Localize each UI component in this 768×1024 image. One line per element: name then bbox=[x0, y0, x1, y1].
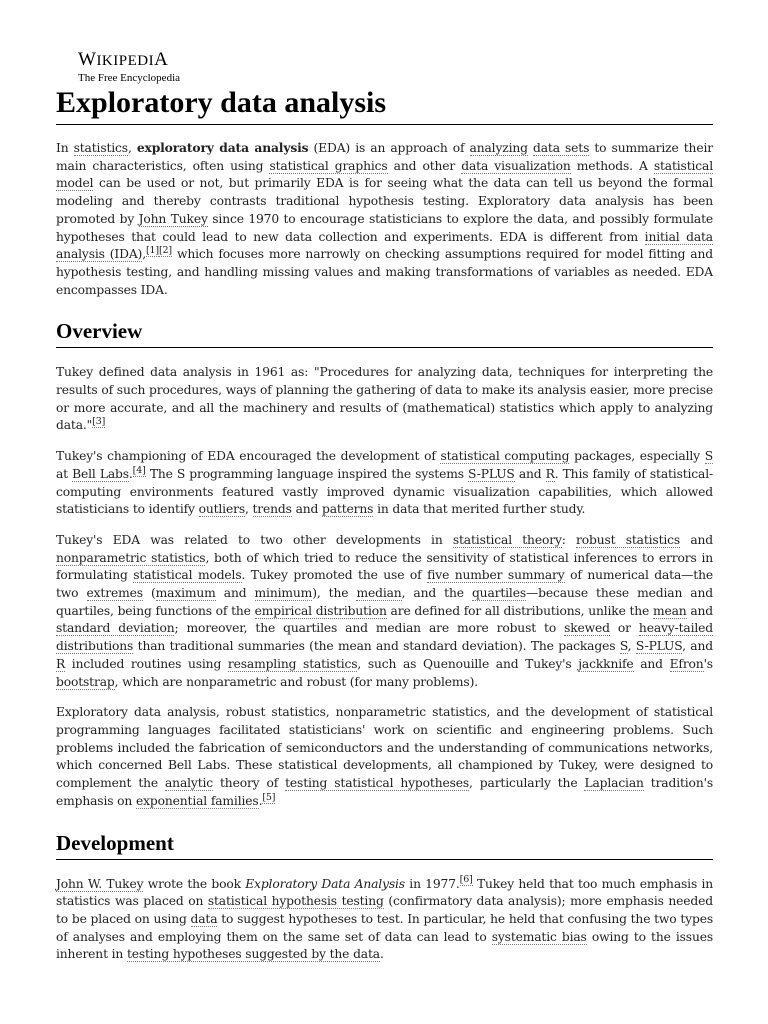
bold-term: exploratory data analysis bbox=[136, 140, 309, 155]
citation-6[interactable] bbox=[460, 874, 473, 886]
text-run: . This family of statistical-computing environments featured vastly improved dynamic visualization capabilities, which allowed statisticians to identify bbox=[56, 466, 714, 517]
citation-1[interactable] bbox=[146, 245, 159, 257]
link-s[interactable]: S bbox=[619, 639, 628, 654]
section-heading-development: Development bbox=[56, 830, 713, 860]
text-run: packages, especially bbox=[569, 449, 705, 464]
text-run: included routines using bbox=[65, 656, 228, 671]
link-outliers[interactable]: outliers bbox=[198, 502, 245, 517]
text-run: since 1970 to encourage statisticians to explore the data, and possibly formulate hypotheses that could lead to new data collection and experiments. EDA is different from bbox=[56, 211, 713, 244]
text-run: and bbox=[633, 656, 670, 671]
text-run: which focuses more narrowly on checking assumptions required for model fitting and hypothesis testing, and handling missing values and making transformations of variables as needed. EDA encompasses IDA. bbox=[56, 247, 713, 297]
link-skewed[interactable]: skewed bbox=[564, 621, 610, 636]
article-body bbox=[56, 139, 713, 977]
book-title: Exploratory Data Analysis bbox=[245, 876, 405, 891]
citation-4[interactable] bbox=[133, 465, 146, 477]
text-run: ; moreover, the quartiles and median are more robust to bbox=[174, 621, 565, 636]
link-extremes[interactable]: extremes bbox=[86, 586, 143, 601]
link-mean[interactable]: mean bbox=[652, 603, 687, 618]
text-run: at bbox=[56, 466, 73, 481]
text-run: can be used or not, but primarily EDA is for seeing what the data can tell us beyond the formal modeling and thereby contrasts traditional hypothesis testing. Exploratory data analysis has been promoted by bbox=[56, 176, 713, 226]
citation-3[interactable] bbox=[92, 416, 105, 428]
text-run: and bbox=[514, 466, 546, 481]
link-robust-statistics[interactable]: robust statistics bbox=[576, 532, 681, 547]
link-heavy-tailed-distributions[interactable]: heavy-tailed distributions bbox=[56, 621, 713, 654]
link-median[interactable]: median bbox=[356, 586, 402, 601]
citation-link[interactable]: [1] bbox=[145, 245, 159, 256]
text-run: , bbox=[244, 502, 253, 517]
text-run: than traditional summaries (the mean and standard deviation). The packages bbox=[133, 639, 620, 654]
wikipedia-logo[interactable] bbox=[78, 50, 218, 85]
text-run: and bbox=[686, 603, 714, 618]
paragraph bbox=[56, 876, 713, 965]
intro-paragraph bbox=[56, 139, 713, 299]
paragraph bbox=[56, 364, 713, 435]
citation-link[interactable]: [4] bbox=[132, 464, 146, 476]
link-statistical-graphics[interactable]: statistical graphics bbox=[269, 158, 388, 173]
link-statistical-hypothesis-testing[interactable]: statistical hypothesis testing bbox=[207, 894, 384, 909]
link-maximum[interactable]: maximum bbox=[155, 586, 216, 601]
citation-link[interactable]: [3] bbox=[92, 416, 106, 428]
text-run: . bbox=[379, 947, 384, 962]
text-run: Tukey held that too much emphasis in statistics was placed on bbox=[56, 876, 713, 909]
text-run: Tukey's championing of EDA encouraged the development of bbox=[56, 449, 441, 464]
link-five-number-summary[interactable]: five number summary bbox=[427, 568, 565, 583]
text-run: . bbox=[128, 466, 133, 481]
link-laplacian[interactable]: Laplacian bbox=[584, 776, 644, 791]
link-systematic-bias[interactable]: systematic bias bbox=[491, 929, 587, 944]
text-run: Tukey's EDA was related to two other developments in bbox=[56, 532, 453, 547]
text-run: , which are nonparametric and robust (for many problems). bbox=[114, 674, 478, 689]
link-testing-hypotheses-suggested-by-the-data[interactable]: testing hypotheses suggested by the data bbox=[126, 947, 380, 962]
text-run: : bbox=[561, 532, 577, 547]
text-run: tradition's emphasis on bbox=[56, 776, 713, 808]
section-heading-overview: Overview bbox=[56, 318, 713, 348]
logo-tagline: The Free Encyclopedia bbox=[78, 72, 181, 84]
text-run: , particularly the bbox=[469, 776, 585, 791]
text-run: . bbox=[258, 793, 263, 808]
link-minimum[interactable]: minimum bbox=[254, 586, 313, 601]
text-run: , and bbox=[682, 639, 713, 654]
text-run: wrote the book bbox=[143, 876, 246, 891]
text-run: Tukey defined data analysis in 1961 as: "Procedures for analyzing data, techniques for interpreting the results of such procedures, ways of planning the gathering of data to make its analysis easier, more precise or more accurate, and all the machinery and results of (mathematical) statistics which apply to analyzing data." bbox=[56, 365, 713, 433]
logo-wordmark-text: WIKIPEDIA bbox=[78, 49, 169, 70]
text-run: of numerical data—the two bbox=[56, 568, 713, 601]
citation-link[interactable]: [2] bbox=[158, 245, 172, 256]
text-run: Exploratory data analysis, robust statistics, nonparametric statistics, and the development of statistical programming languages facilitated statisticians' work on scientific and engineering problems. Such problems included the fabrication of semiconductors and the understanding of communications networks, which concerned Bell Labs. These statistical developments, all championed by Tukey, were designed to complement the bbox=[56, 705, 713, 791]
paragraph bbox=[56, 704, 713, 810]
text-run: are defined for all distributions, unlike the bbox=[386, 603, 653, 618]
text-run: or bbox=[609, 621, 639, 636]
page-title: Exploratory data analysis bbox=[56, 84, 713, 125]
link-resampling-statistics[interactable]: resampling statistics bbox=[227, 656, 358, 671]
link-bell-labs[interactable]: Bell Labs bbox=[72, 466, 129, 481]
link-bootstrap[interactable]: bootstrap bbox=[56, 674, 115, 689]
link-statistical-models[interactable]: statistical models bbox=[133, 568, 242, 583]
paragraph bbox=[56, 448, 713, 519]
text-run: ( bbox=[142, 586, 156, 601]
link-testing-statistical-hypotheses[interactable]: testing statistical hypotheses bbox=[285, 776, 470, 791]
link-trends[interactable]: trends bbox=[252, 502, 292, 517]
text-run: , both of which tried to reduce the sensitivity of statistical inferences to errors in formulating bbox=[56, 550, 714, 583]
link-jackknife[interactable]: jackknife bbox=[578, 656, 634, 671]
text-run: , bbox=[627, 639, 636, 654]
text-run: theory of bbox=[213, 776, 286, 791]
link-r[interactable]: R bbox=[56, 656, 66, 671]
text-run: methods. A bbox=[570, 158, 654, 173]
text-run: —because these median and quartiles, being functions of the bbox=[56, 586, 713, 618]
link-s[interactable]: S bbox=[704, 449, 713, 464]
text-run: and bbox=[291, 502, 323, 517]
citation-5[interactable] bbox=[262, 792, 275, 804]
text-run: and bbox=[215, 586, 255, 601]
text-run: , bbox=[142, 247, 146, 262]
link-s-plus[interactable]: S-PLUS bbox=[635, 639, 683, 654]
link-statistical-computing[interactable]: statistical computing bbox=[440, 449, 570, 464]
text-run: ), the bbox=[312, 586, 357, 601]
text-run: in 1977. bbox=[404, 876, 460, 891]
link-data[interactable]: data bbox=[190, 911, 218, 926]
link-john-tukey[interactable]: John Tukey bbox=[138, 211, 208, 226]
citation-2[interactable] bbox=[159, 245, 172, 257]
link-nonparametric-statistics[interactable]: nonparametric statistics bbox=[56, 550, 206, 565]
link-analytic[interactable]: analytic bbox=[165, 776, 214, 791]
citation-link[interactable]: [5] bbox=[262, 791, 276, 803]
text-run: and bbox=[680, 532, 714, 547]
text-run: The S programming language inspired the systems bbox=[145, 466, 468, 481]
link-data-visualization[interactable]: data visualization bbox=[461, 158, 571, 173]
text-run: and other bbox=[387, 158, 462, 173]
link-r[interactable]: R bbox=[545, 466, 555, 481]
paragraph bbox=[56, 532, 713, 691]
text-run: (confirmatory data analysis); more emphasis needed to be placed on using bbox=[56, 894, 713, 926]
text-run: to summarize their main characteristics, often using bbox=[56, 141, 713, 173]
text-run: owing to the issues inherent in bbox=[56, 929, 713, 962]
link-standard-deviation[interactable]: standard deviation bbox=[56, 621, 175, 636]
link-s-plus[interactable]: S-PLUS bbox=[468, 466, 515, 481]
text-run: , and the bbox=[401, 586, 472, 601]
link-statistical-model[interactable]: statistical model bbox=[56, 158, 713, 191]
link-analyzing[interactable]: analyzing bbox=[469, 141, 528, 155]
link-statistical-theory[interactable]: statistical theory bbox=[452, 532, 562, 547]
text-run: in data that merited further study. bbox=[373, 502, 586, 517]
text-run: 's bbox=[703, 656, 713, 671]
link-patterns[interactable]: patterns bbox=[322, 502, 374, 517]
link-statistics[interactable]: statistics bbox=[73, 141, 128, 155]
link-john-w-tukey[interactable]: John W. Tukey bbox=[56, 876, 144, 891]
link-quartiles[interactable]: quartiles bbox=[471, 586, 526, 601]
text-run: to suggest hypotheses to test. In particular, he held that confusing the two types of analyses and employing them on the same set of data can lead to bbox=[56, 911, 713, 944]
logo-wordmark bbox=[78, 50, 218, 71]
text-run: In bbox=[56, 141, 74, 155]
citation-link[interactable]: [6] bbox=[459, 874, 473, 886]
link-efron[interactable]: Efron bbox=[669, 656, 704, 671]
text-run: , bbox=[127, 141, 137, 155]
text-run: (EDA) is an approach of bbox=[308, 141, 470, 155]
link-exponential-families[interactable]: exponential families bbox=[135, 793, 259, 808]
link-empirical-distribution[interactable]: empirical distribution bbox=[254, 603, 387, 618]
text-run: , such as Quenouille and Tukey's bbox=[357, 656, 579, 671]
link-initial-data-analysis-ida[interactable]: initial data analysis (IDA) bbox=[56, 229, 713, 262]
link-data-sets[interactable]: data sets bbox=[533, 141, 590, 155]
text-run: . Tukey promoted the use of bbox=[241, 568, 428, 583]
